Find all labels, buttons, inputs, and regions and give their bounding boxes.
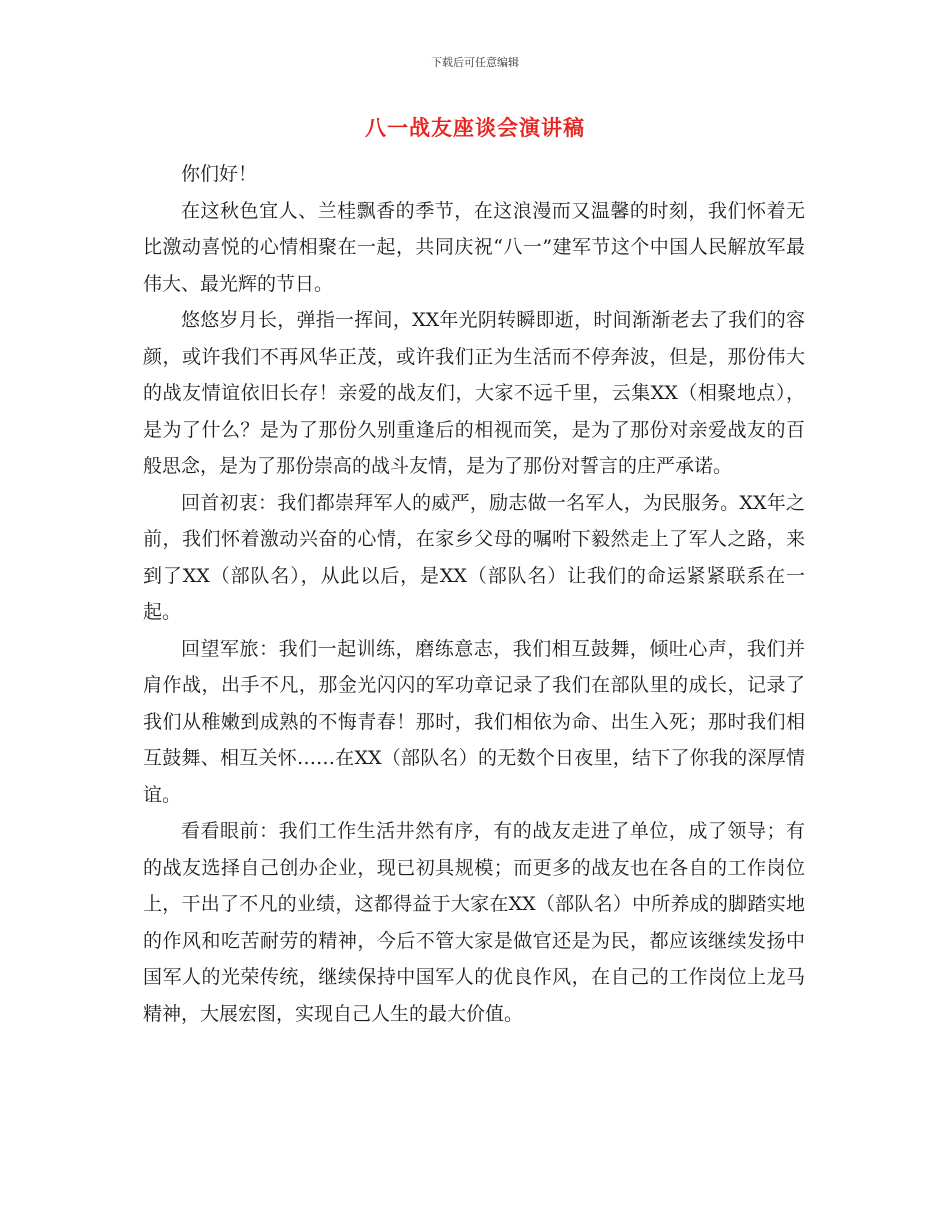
document-title: 八一战友座谈会演讲稿 xyxy=(365,116,585,140)
paragraph-present: 看看眼前：我们工作生活井然有序，有的战友走进了单位，成了领导；有的战友选择自己创办企业，现已初具规模；而更多的战友也在各自的工作岗位上，干出了不凡的业绩，这都得益于大家在XX（部队名）中所养成的脚踏实地的作风和吃苦耐劳的精神，今后不管大家是做官还是为民，都应该继续发扬中国军人的光荣传统，继续保持中国军人的优良作风，在自己的工作岗位上龙马精神，大展宏图，实现自己人生的最大价值。 xyxy=(143,820,805,1025)
paragraph-military-life: 回望军旅：我们一起训练，磨练意志，我们相互鼓舞，倾吐心声，我们并肩作战，出手不凡，那金光闪闪的军功章记录了我们在部队里的成长，记录了我们从稚嫩到成熟的不悔青春！那时，我们相依为命、出生入死；那时我们相互鼓舞、相互关怀……在XX（部队名）的无数个日夜里，结下了你我的深厚情谊。 xyxy=(143,637,805,806)
paragraph-reunion: 悠悠岁月长，弹指一挥间，XX年光阴转瞬即逝，时间渐渐老去了我们的容颜，或许我们不再风华正茂，或许我们正为生活而不停奔波，但是，那份伟大的战友情谊依旧长存！亲爱的战友们，大家不远千里，云集XX（相聚地点），是为了什么？是为了那份久别重逢后的相视而笑，是为了那份对亲爱战友的百般思念，是为了那份崇高的战斗友情，是为了那份对誓言的庄严承诺。 xyxy=(143,309,805,477)
paragraph-greeting: 你们好！ xyxy=(181,163,258,185)
paragraph-opening: 在这秋色宜人、兰桂飘香的季节，在这浪漫而又温馨的时刻，我们怀着无比激动喜悦的心情相聚在一起，共同庆祝“八一”建军节这个中国人民解放军最伟大、最光辉的节日。 xyxy=(143,199,805,295)
document-body xyxy=(143,156,805,1032)
paragraph-original-intention: 回首初衷：我们都崇拜军人的威严，励志做一名军人，为民服务。XX年之前，我们怀着激动兴奋的心情，在家乡父母的嘱咐下毅然走上了军人之路，来到了XX（部队名），从此以后，是XX（部队名）让我们的命运紧紧联系在一起。 xyxy=(143,491,805,623)
page-header-note: 下载后可任意编辑 xyxy=(431,56,519,69)
